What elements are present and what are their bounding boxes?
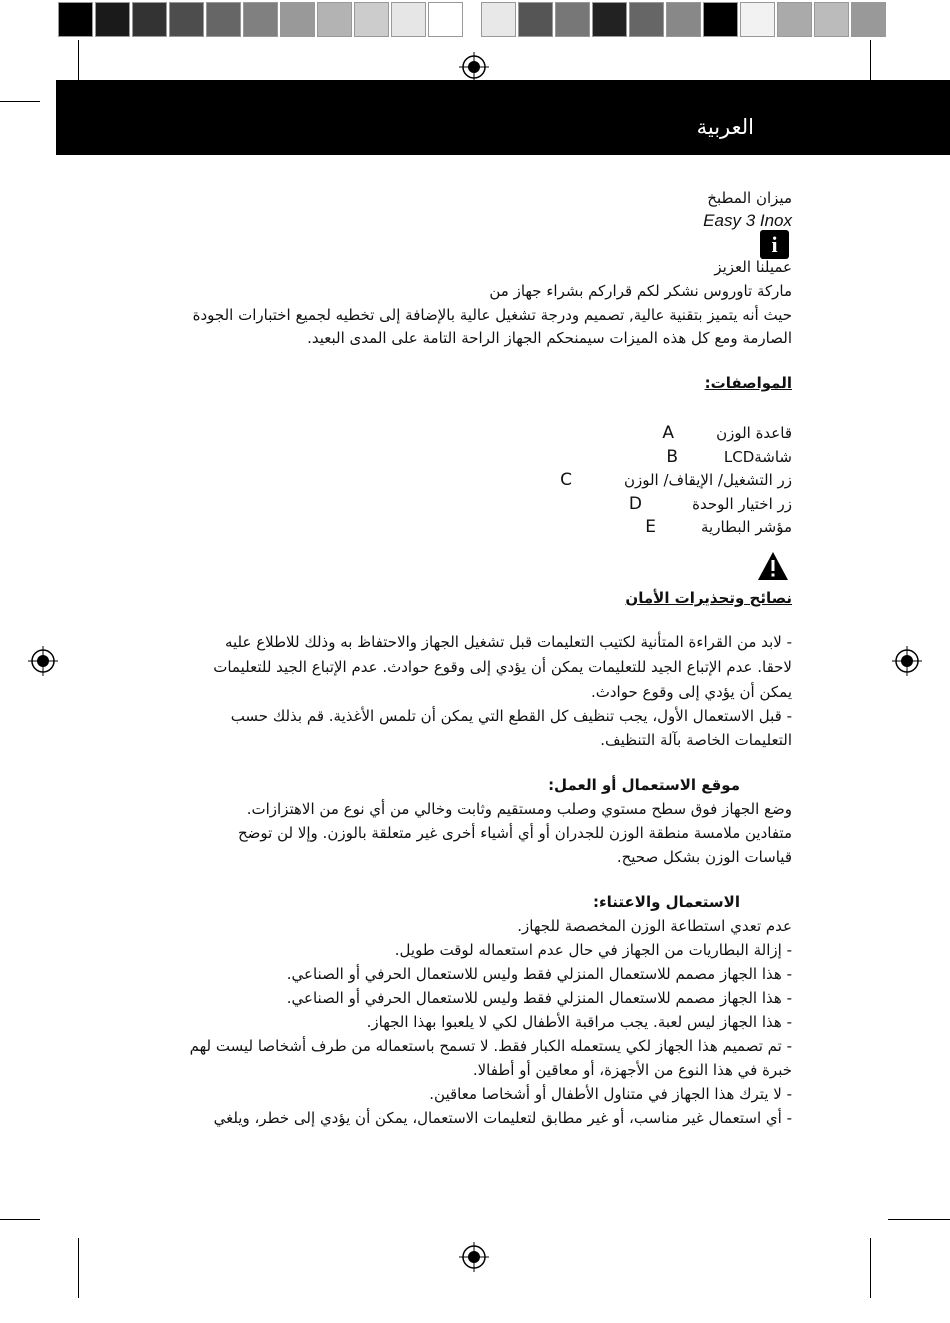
usage-line: - إزالة البطاريات من الجهاز في حال عدم استعماله لوقت طويل.	[394, 941, 792, 959]
color-swatch	[391, 2, 426, 37]
color-swatch	[58, 2, 93, 37]
safety-line: يمكن أن يؤدي إلى وقوع حوادث.	[590, 683, 792, 701]
color-swatch	[592, 2, 627, 37]
safety-heading: نصائح وتحذيرات الأمان	[625, 589, 792, 607]
spec-part-label: شاشةLCD	[723, 448, 792, 466]
colorbar-right	[481, 2, 888, 40]
usage-line: - لا يترك هذا الجهاز في متناول الأطفال أو أشخاصا معاقين.	[429, 1085, 792, 1103]
usage-line: - هذا الجهاز ليس لعبة. يجب مراقبة الأطفال لكي لا يلعبوا بهذا الجهاز.	[366, 1013, 792, 1031]
color-swatch	[206, 2, 241, 37]
color-swatch	[814, 2, 849, 37]
color-swatch	[666, 2, 701, 37]
intro-line: الصارمة ومع كل هذه الميزات سيمنحكم الجهاز الراحة التامة على المدى البعيد.	[307, 329, 792, 347]
crop-mark	[78, 1238, 79, 1298]
spec-part-label: زر اختيار الوحدة	[692, 495, 792, 513]
intro-greeting: عميلنا العزيز	[714, 258, 792, 276]
color-swatch	[851, 2, 886, 37]
spec-part-letter: A	[662, 423, 674, 443]
crop-mark	[0, 101, 40, 102]
color-swatch	[740, 2, 775, 37]
crop-mark	[870, 1238, 871, 1298]
safety-line: - لابد من القراءة المتأنية لكتيب التعليمات قبل تشغيل الجهاز والاحتفاظ به وذلك للاطلاع عليه	[224, 633, 792, 651]
color-swatch	[132, 2, 167, 37]
spec-part-label: قاعدة الوزن	[716, 424, 792, 442]
spec-part-letter: E	[645, 517, 656, 537]
intro-line: ماركة تاوروس نشكر لكم قراركم بشراء جهاز من	[489, 282, 792, 300]
spec-part-letter: D	[628, 494, 642, 514]
product-title: ميزان المطبخ	[707, 189, 792, 207]
crop-mark	[870, 40, 871, 80]
color-swatch	[555, 2, 590, 37]
crop-mark	[78, 40, 79, 80]
colorbar-left	[58, 2, 465, 40]
spec-part-letter: B	[666, 447, 678, 467]
info-icon: i	[760, 230, 789, 259]
location-heading: موقع الاستعمال أو العمل:	[548, 776, 740, 794]
product-model: Easy 3 Inox	[703, 211, 792, 230]
language-title: العربية	[696, 115, 754, 139]
spec-part-letter: C	[560, 470, 572, 490]
specs-heading: المواصفات:	[704, 374, 792, 392]
color-swatch	[280, 2, 315, 37]
color-swatch	[354, 2, 389, 37]
spec-part-label: زر التشغيل/ الإيقاف/ الوزن	[623, 471, 792, 489]
color-swatch	[703, 2, 738, 37]
location-line: متفادين ملامسة منطقة الوزن للجدران أو أي أشياء أخرى غير متعلقة بالوزن. وإلا لن توضح	[237, 824, 792, 842]
safety-line: التعليمات الخاصة بآلة التنظيف.	[600, 731, 792, 749]
usage-line: عدم تعدي استطاعة الوزن المخصصة للجهاز.	[517, 917, 792, 935]
color-swatch	[777, 2, 812, 37]
usage-line: - أي استعمال غير مناسب، أو غير مطابق لتعليمات الاستعمال، يمكن أن يؤدي إلى خطر، ويلغي	[213, 1109, 792, 1127]
registration-mark-icon	[459, 1242, 489, 1272]
crop-mark	[0, 1219, 40, 1220]
spec-part-label: مؤشر البطارية	[701, 518, 792, 536]
intro-line: حيث أنه يتميز بتقنية عالية, تصميم ودرجة تشغيل عالية بالإضافة إلى تخطيه لجميع اختبارات الجودة	[192, 306, 792, 324]
color-swatch	[481, 2, 516, 37]
usage-heading: الاستعمال والاعتناء:	[592, 893, 740, 911]
registration-mark-icon	[892, 646, 922, 676]
crop-mark	[888, 1219, 950, 1220]
color-swatch	[317, 2, 352, 37]
color-swatch	[629, 2, 664, 37]
color-swatch	[518, 2, 553, 37]
registration-mark-icon	[459, 52, 489, 82]
location-line: وضع الجهاز فوق سطح مستوي وصلب ومستقيم وثابت وخالي من أي نوع من الاهتزازات.	[246, 800, 792, 818]
location-line: قياسات الوزن بشكل صحيح.	[616, 848, 792, 866]
color-swatch	[243, 2, 278, 37]
safety-line: - قبل الاستعمال الأول، يجب تنظيف كل القطع التي يمكن أن تلمس الأغذية. قم بذلك حسب	[230, 707, 792, 725]
warning-icon	[757, 551, 789, 581]
language-header-band	[56, 80, 950, 155]
safety-line: لاحقا. عدم الإتباع الجيد للتعليمات يمكن أن يؤدي إلى وقوع حوادث. عدم الإتباع الجيد للتعليمات	[213, 658, 792, 676]
usage-line: خبرة في هذا النوع من الأجهزة، أو معاقين أو أطفالا.	[472, 1061, 792, 1079]
registration-mark-icon	[28, 646, 58, 676]
usage-line: - هذا الجهاز مصمم للاستعمال المنزلي فقط وليس للاستعمال الحرفي أو الصناعي.	[286, 989, 792, 1007]
color-swatch	[428, 2, 463, 37]
usage-line: - تم تصميم هذا الجهاز لكي يستعمله الكبار فقط. لا تسمح باستعماله من طرف أشخاصا ليست لهم	[189, 1037, 792, 1055]
color-swatch	[169, 2, 204, 37]
color-swatch	[95, 2, 130, 37]
usage-line: - هذا الجهاز مصمم للاستعمال المنزلي فقط وليس للاستعمال الحرفي أو الصناعي.	[286, 965, 792, 983]
